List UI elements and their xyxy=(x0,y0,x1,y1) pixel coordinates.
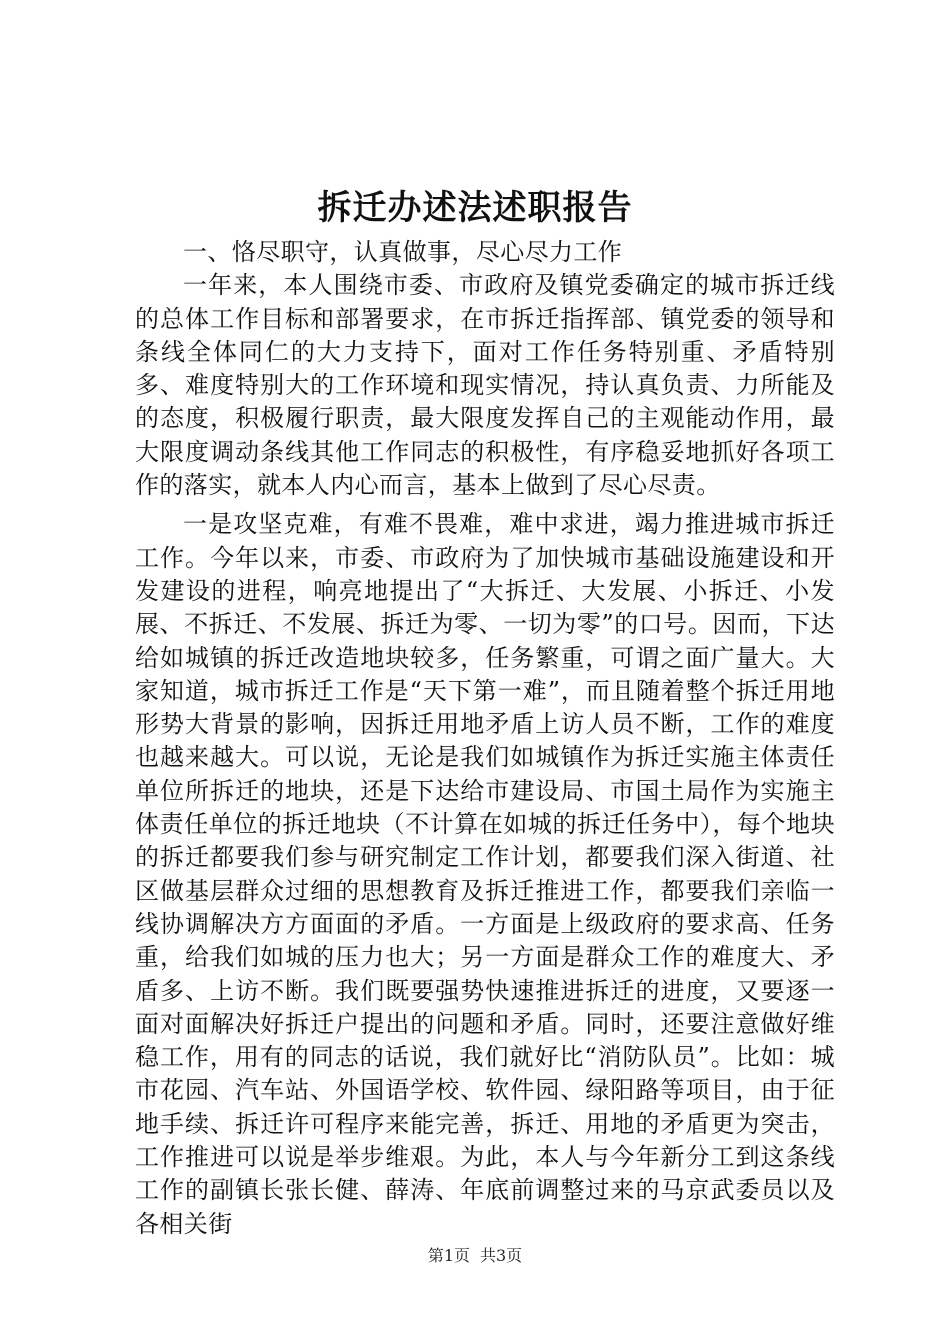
page-total: 共3页 xyxy=(480,1246,523,1265)
page-number: 第1页 xyxy=(427,1246,470,1265)
document-title: 拆迁办述法述职报告 xyxy=(317,188,633,228)
section-heading: 一、恪尽职守，认真做事，尽心尽力工作 xyxy=(183,238,623,266)
document-body xyxy=(135,236,835,1241)
paragraph: 一年来，本人围绕市委、市政府及镇党委确定的城市拆迁线的总体工作目标和部署要求，在市拆迁指挥部、镇党委的领导和条线全体同仁的大力支持下，面对工作任务特别重、矛盾特别多、难度特别大的工作环境和现实情况，持认真负责、力所能及的态度，积极履行职责，最大限度发挥自己的主观能动作用，最大限度调动条线其他工作同志的积极性，有序稳妥地抓好各项工作的落实，就本人内心而言，基本上做到了尽心尽责。 xyxy=(135,271,835,500)
paragraph: 一是攻坚克难，有难不畏难，难中求进，竭力推进城市拆迁工作。今年以来，市委、市政府为了加快城市基础设施建设和开发建设的进程，响亮地提出了“大拆迁、大发展、小拆迁、小发展、不拆迁、不发展、拆迁为零、一切为零”的口号。因而，下达给如城镇的拆迁改造地块较多，任务繁重，可谓之面广量大。大家知道，城市拆迁工作是“天下第一难”，而且随着整个拆迁用地形势大背景的影响，因拆迁用地矛盾上访人员不断，工作的难度也越来越大。可以说，无论是我们如城镇作为拆迁实施主体责任单位所拆迁的地块，还是下达给市建设局、市国土局作为实施主体责任单位的拆迁地块（不计算在如城的拆迁任务中），每个地块的拆迁都要我们参与研究制定工作计划，都要我们深入街道、社区做基层群众过细的思想教育及拆迁推进工作，都要我们亲临一线协调解决方方面面的矛盾。一方面是上级政府的要求高、任务重，给我们如城的压力也大；另一方面是群众工作的难度大、矛盾多、上访不断。我们既要强势快速推进拆迁的进度，又要逐一面对面解决好拆迁户提出的问题和矛盾。同时，还要注意做好维稳工作，用有的同志的话说，我们就好比“消防队员”。比如：城市花园、汽车站、外国语学校、软件园、绿阳路等项目，由于征地手续、拆迁许可程序来能完善，拆迁、用地的矛盾更为突击，工作推进可以说是举步维艰。为此，本人与今年新分工到这条线工作的副镇长张长健、薛涛、年底前调整过来的马京武委员以及各相关街 xyxy=(135,510,835,1238)
page-footer xyxy=(0,1245,950,1267)
